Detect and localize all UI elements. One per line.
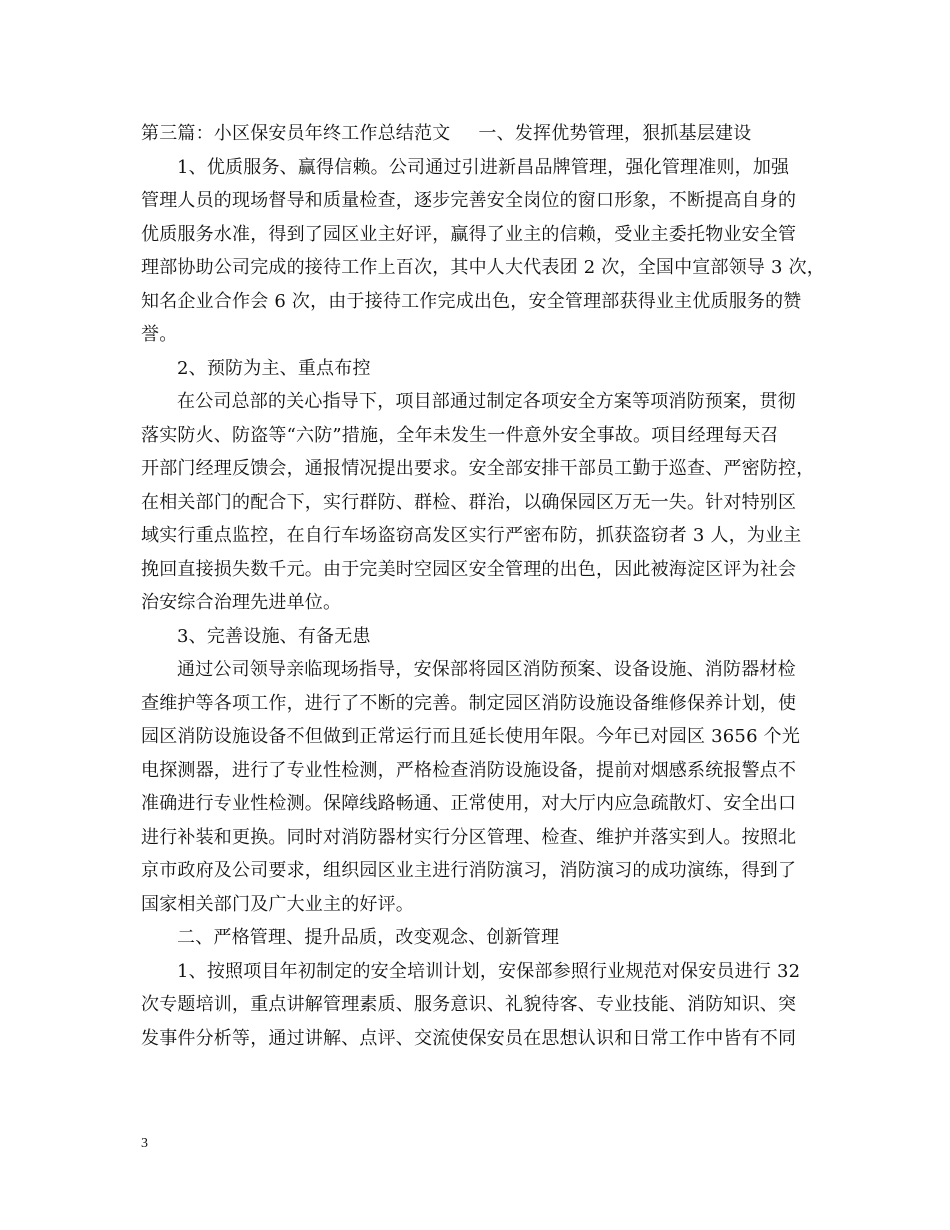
paragraph-line: 准确进行专业性检测。保障线路畅通、正常使用，对大厅内应急疏散灯、安全出口 bbox=[141, 793, 797, 814]
subsection-heading: 2、预防为主、重点布控 bbox=[177, 357, 371, 379]
document-body bbox=[141, 117, 825, 1055]
paragraph-line: 在公司总部的关心指导下，项目部通过制定各项安全方案等项消防预案，贯彻 bbox=[177, 391, 796, 412]
paragraph-line: 进行补装和更换。同时对消防器材实行分区管理、检查、维护并落实到人。按照北 bbox=[141, 826, 797, 848]
paragraph-line: 挽回直接损失数千元。由于完美时空园区安全管理的出色，因此被海淀区评为社会 bbox=[141, 558, 797, 580]
paragraph-line: 落实防火、防盗等“六防”措施，全年未发生一件意外安全事故。项目经理每天召 bbox=[141, 424, 779, 446]
document-title: 第三篇：小区保安员年终工作总结范文 bbox=[141, 123, 451, 144]
paragraph-line: 知名企业合作会 6 次，由于接待工作完成出色，安全管理部获得业主优质服务的赞 bbox=[141, 290, 802, 312]
paragraph-line: 1、优质服务、赢得信赖。公司通过引进新昌品牌管理，强化管理准则，加强 bbox=[177, 156, 790, 178]
paragraph-line: 优质服务水准，得到了园区业主好评，赢得了业主的信赖，受业主委托物业安全管 bbox=[141, 223, 797, 245]
paragraph-line: 通过公司领导亲临现场指导，安保部将园区消防预案、设备设施、消防器材检 bbox=[177, 659, 796, 680]
paragraph-line: 发事件分析等，通过讲解、点评、交流使保安员在思想认识和日常工作中皆有不同 bbox=[141, 1027, 797, 1049]
paragraph-line: 园区消防设施设备不但做到正常运行而且延长使用年限。今年已对园区 3656 个光 bbox=[141, 726, 801, 747]
paragraph-line: 电探测器，进行了专业性检测，严格检查消防设施设备，提前对烟感系统报警点不 bbox=[141, 759, 797, 781]
document-title-line bbox=[141, 117, 813, 151]
paragraph-line: 域实行重点监控，在自行车场盗窃高发区实行严密布防，抓获盗窃者 3 人，为业主 bbox=[141, 525, 802, 546]
paragraph-line: 在相关部门的配合下，实行群防、群检、群治，以确保园区万无一失。针对特别区 bbox=[141, 491, 797, 513]
paragraph-line: 誉。 bbox=[141, 324, 178, 345]
section-heading-1: 一、发挥优势管理，狠抓基层建设 bbox=[478, 123, 752, 144]
paragraph-line: 次专题培训，重点讲解管理素质、服务意识、礼貌待客、专业技能、消防知识、突 bbox=[141, 994, 797, 1015]
subsection-heading: 3、完善设施、有备无患 bbox=[177, 625, 371, 647]
paragraph-line: 治安综合治理先进单位。 bbox=[141, 592, 342, 613]
paragraph-line: 查维护等各项工作，进行了不断的完善。制定园区消防设施设备维修保养计划，使 bbox=[141, 692, 797, 714]
paragraph-line: 开部门经理反馈会，通报情况提出要求。安全部安排干部员工勤于巡查、严密防控， bbox=[141, 458, 815, 479]
page-number: 3 bbox=[141, 1136, 148, 1151]
section-heading-2: 二、严格管理、提升品质，改变观念、创新管理 bbox=[177, 927, 560, 948]
paragraph-line: 管理人员的现场督导和质量检查，逐步完善安全岗位的窗口形象，不断提高自身的 bbox=[141, 190, 797, 211]
paragraph-line: 京市政府及公司要求，组织园区业主进行消防演习，消防演习的成功演练，得到了 bbox=[141, 860, 797, 881]
paragraph-line: 1、按照项目年初制定的安全培训计划，安保部参照行业规范对保安员进行 32 bbox=[177, 960, 801, 982]
paragraph-line: 国家相关部门及广大业主的好评。 bbox=[141, 893, 414, 915]
paragraph-line: 理部协助公司完成的接待工作上百次，其中人大代表团 2 次，全国中宣部领导 3 次， bbox=[141, 257, 825, 278]
